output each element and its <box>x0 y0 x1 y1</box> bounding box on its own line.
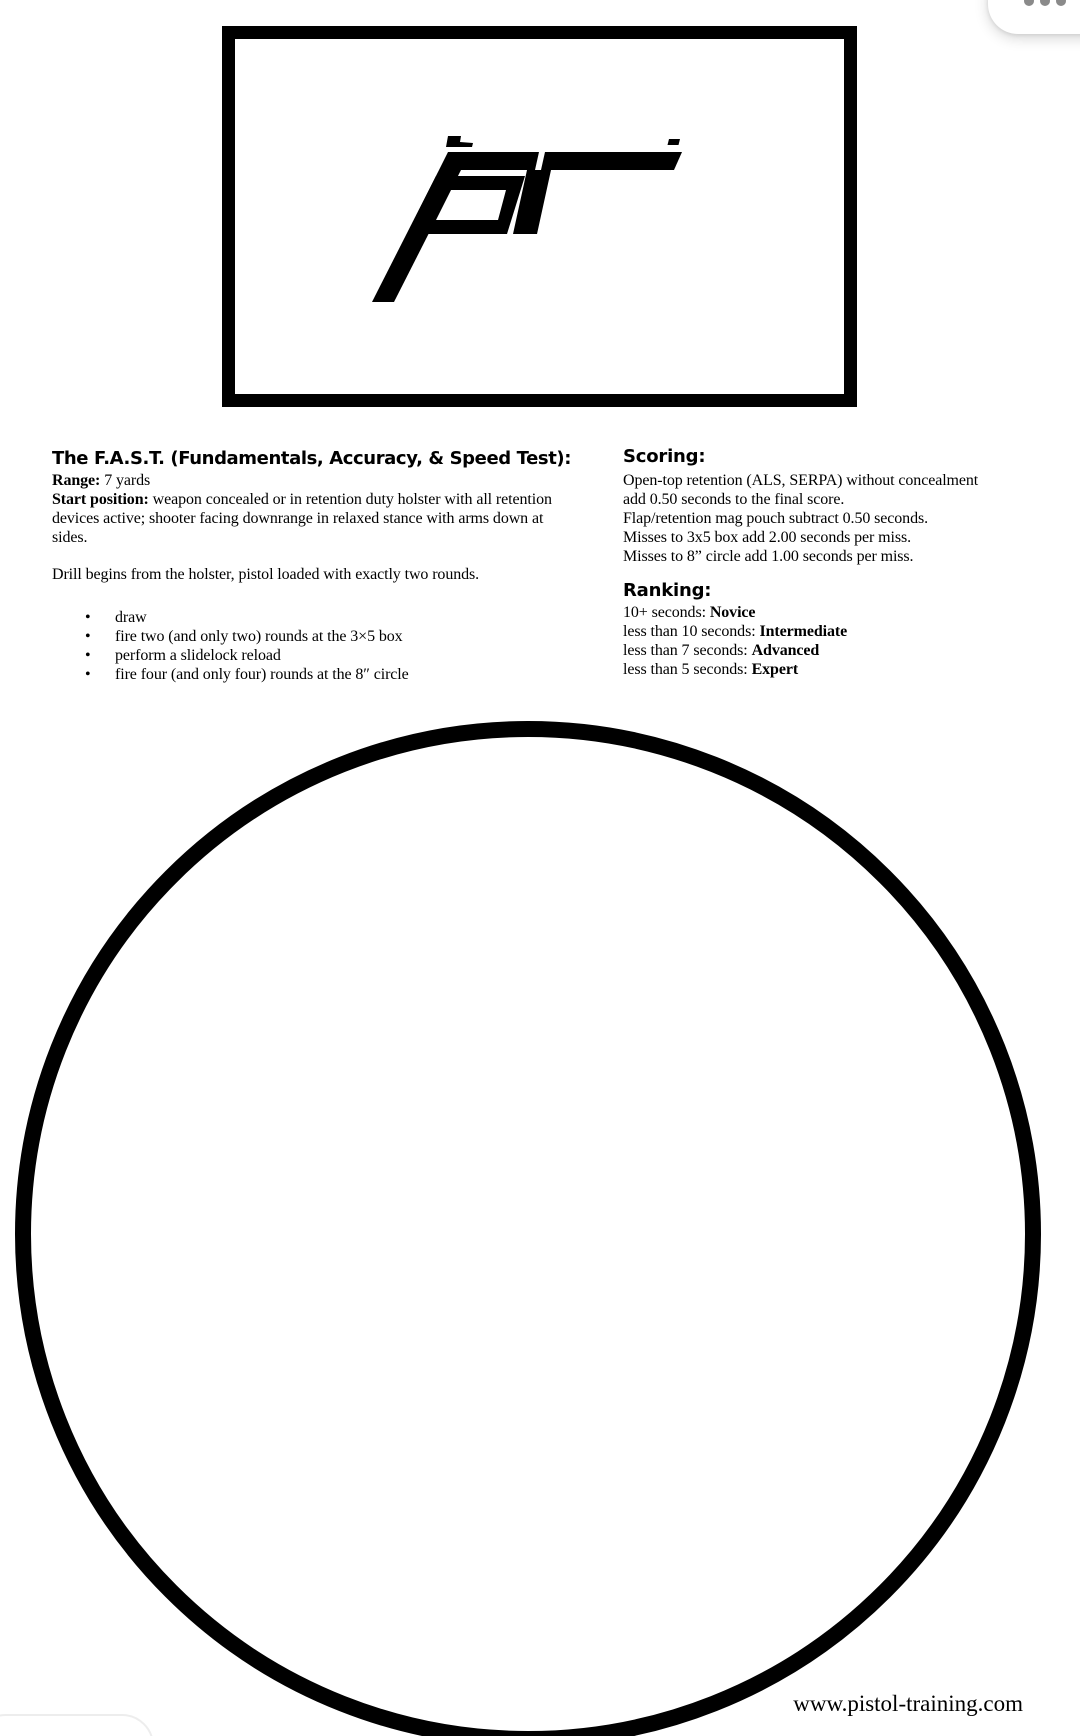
start-position-paragraph: Start position: weapon concealed or in retention duty holster with all retention devices active; shooter facing downrange in relaxed stance with arms down at sides. <box>52 491 552 546</box>
range-line <box>52 471 612 490</box>
ellipsis-dot <box>1040 0 1050 6</box>
bullet-icon: • <box>85 609 91 626</box>
drill-description-section <box>52 448 612 684</box>
rear-sight-icon <box>668 139 681 145</box>
front-sight-icon <box>446 136 473 147</box>
ranking-row: 10+ seconds: Novice <box>623 604 756 621</box>
slide-bar-right <box>541 152 682 170</box>
ellipsis-dot <box>1024 0 1034 6</box>
ranking-heading: Ranking: <box>623 580 712 601</box>
drill-step-item: • fire two (and only two) rounds at the 3×5 box <box>85 628 403 645</box>
bullet-icon: • <box>85 666 91 683</box>
pt-pistol-logo <box>372 136 682 302</box>
ranking-row: less than 7 seconds: Advanced <box>623 642 820 659</box>
drill-step-item: • perform a slidelock reload <box>85 647 281 664</box>
slide-bar-left <box>439 152 539 170</box>
range-label: Range: <box>52 472 101 489</box>
drill-title: The F.A.S.T. (Fundamentals, Accuracy, & Speed Test): <box>52 448 572 469</box>
range-value: 7 yards <box>100 472 151 489</box>
8-inch-circle-target <box>23 729 1033 1736</box>
logo-grip-leg <box>372 170 461 302</box>
ellipsis-dot <box>1056 0 1066 6</box>
bottom-left-card[interactable] <box>0 1714 154 1736</box>
drill-step-item: • fire four (and only four) rounds at the 8″ circle <box>85 666 409 683</box>
bullet-icon: • <box>85 628 91 645</box>
scoring-section: Scoring: Open-top retention (ALS, SERPA) without concealment add 0.50 seconds to the final score. Flap/retention mag pouch subtract 0.50 seconds. Misses to 3x5 box add 2.00 seconds per miss. Misses to 8” circle add 1.00 seconds per miss. <box>623 446 1043 566</box>
more-options-button[interactable] <box>988 0 1080 34</box>
ellipsis-icon <box>1024 0 1066 6</box>
scoring-ranking-column <box>623 446 1043 679</box>
drill-step-item: • draw <box>85 609 147 626</box>
drill-steps-list <box>52 608 612 684</box>
start-position-label: Start position: <box>52 491 149 508</box>
ranking-row: less than 10 seconds: Intermediate <box>623 623 848 640</box>
bullet-icon: • <box>85 647 91 664</box>
drill-intro: Drill begins from the holster, pistol loaded with exactly two rounds. <box>52 566 480 583</box>
scoring-heading: Scoring: <box>623 446 706 467</box>
website-url: www.pistol-training.com <box>793 1691 1023 1716</box>
ranking-row: less than 5 seconds: Expert <box>623 661 799 678</box>
ranking-section <box>623 580 1043 679</box>
